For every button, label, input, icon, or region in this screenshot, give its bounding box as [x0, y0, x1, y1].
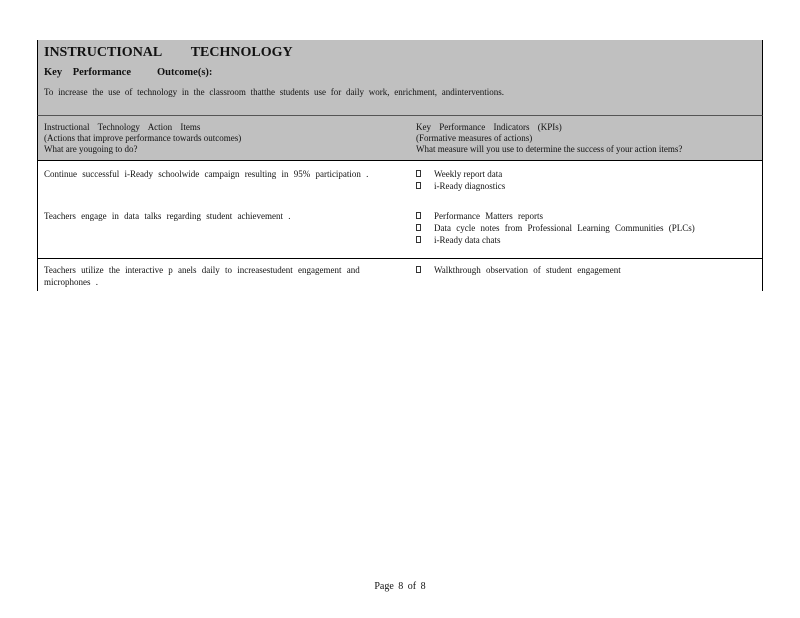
actions-column-header [44, 122, 404, 155]
section-header [37, 40, 763, 115]
kpi-column-header [416, 122, 756, 155]
kpi-header-line1: Key Performance Indicators (KPIs) [416, 122, 562, 132]
actions-header-line1: Instructional Technology Action Items [44, 122, 201, 132]
column-headers [37, 115, 763, 161]
subtitle-part-a: Key Performance [44, 67, 132, 78]
list-item [416, 264, 761, 276]
bullet-icon [416, 236, 421, 243]
kpi-list [416, 168, 761, 192]
action-item: Teachers engage in data talks regarding student achievement . [44, 211, 291, 221]
kpi-list [416, 210, 761, 246]
actions-header-line3: What are yougoing to do? [44, 144, 138, 154]
kpi-text: i-Ready diagnostics [434, 181, 506, 191]
bullet-icon [416, 182, 421, 189]
subtitle-part-b: Outcome(s): [157, 67, 213, 78]
action-items-table [37, 161, 763, 291]
row-divider [38, 258, 762, 259]
page-number: Page 8 of 8 [374, 581, 426, 592]
actions-header-line2: (Actions that improve performance towards outcomes) [44, 133, 242, 143]
kpi-header-line2: (Formative measures of actions) [416, 133, 533, 143]
outcome-text: To increase the use of technology in the classroom thatthe students use for daily work, enrichment, andinterventions. [44, 87, 505, 97]
action-line2: microphones . [44, 277, 98, 287]
kpi-text: Performance Matters reports [434, 211, 543, 221]
kpi-text: i-Ready data chats [434, 235, 501, 245]
section-title: INSTRUCTIONAL TECHNOLOGY [44, 45, 293, 60]
section-subtitle [44, 67, 212, 78]
list-item [416, 222, 761, 234]
bullet-icon [416, 224, 421, 231]
list-item [416, 234, 761, 246]
kpi-text: Data cycle notes from Professional Learning Communities (PLCs) [434, 223, 695, 233]
list-item [416, 168, 761, 180]
document-page [37, 40, 763, 291]
bullet-icon [416, 170, 421, 177]
bullet-icon [416, 212, 421, 219]
kpi-list [416, 264, 761, 276]
list-item [416, 210, 761, 222]
bullet-icon [416, 266, 421, 273]
action-item [44, 264, 404, 288]
list-item [416, 180, 761, 192]
action-item: Continue successful i-Ready schoolwide campaign resulting in 95% participation . [44, 169, 369, 179]
action-line1: Teachers utilize the interactive p anels daily to increasestudent engagement and [44, 265, 360, 275]
kpi-text: Walkthrough observation of student engagement [434, 265, 621, 275]
kpi-text: Weekly report data [434, 169, 503, 179]
kpi-header-line3: What measure will you use to determine the success of your action items? [416, 144, 683, 154]
